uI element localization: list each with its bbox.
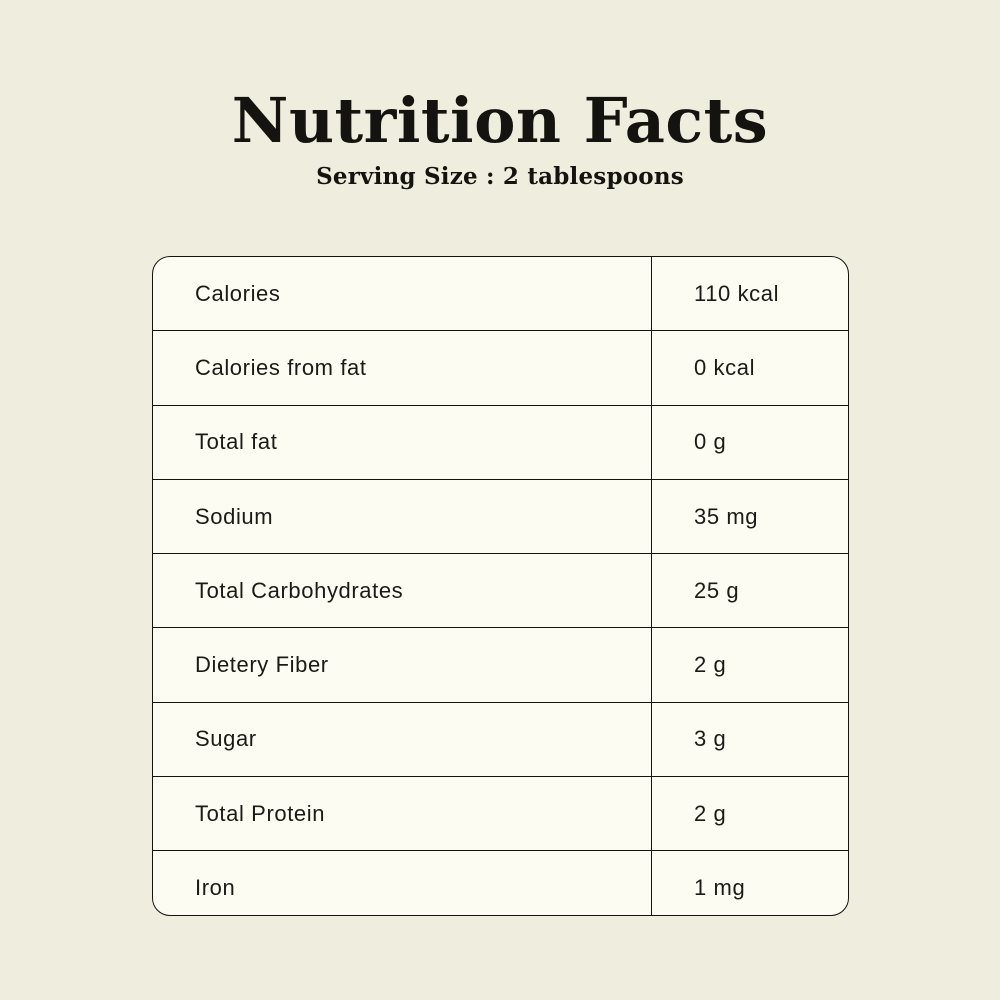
table-row <box>153 331 848 405</box>
nutrient-value: 2 g <box>652 628 849 702</box>
nutrient-label: Iron <box>153 851 652 916</box>
nutrient-label: Calories <box>153 257 652 331</box>
nutrition-table <box>153 257 848 916</box>
nutrient-value: 0 kcal <box>652 331 849 405</box>
table-row <box>153 554 848 628</box>
nutrition-table-panel <box>152 256 849 916</box>
page-title: Nutrition Facts <box>231 84 769 157</box>
nutrient-value: 25 g <box>652 554 849 628</box>
nutrient-label: Sugar <box>153 702 652 776</box>
nutrient-value: 1 mg <box>694 875 746 901</box>
table-row <box>153 777 848 851</box>
nutrient-value: 3 g <box>652 702 849 776</box>
serving-size-text: Serving Size : 2 tablespoons <box>316 163 684 191</box>
nutrient-value: 2 g <box>652 777 849 851</box>
nutrient-value: 35 mg <box>652 479 849 553</box>
nutrient-value: 110 kcal <box>652 257 849 331</box>
nutrient-label: Calories from fat <box>153 331 652 405</box>
nutrient-label: Total Protein <box>153 777 652 851</box>
table-row <box>153 479 848 553</box>
nutrient-value: 0 g <box>652 405 849 479</box>
table-row <box>153 628 848 702</box>
nutrient-label: Sodium <box>153 479 652 553</box>
table-row <box>153 405 848 479</box>
nutrient-label: Dietery Fiber <box>153 628 652 702</box>
nutrient-label: Total Carbohydrates <box>153 554 652 628</box>
nutrient-label: Total fat <box>153 405 652 479</box>
table-row <box>153 702 848 776</box>
table-row <box>153 257 848 331</box>
table-row <box>153 851 848 916</box>
